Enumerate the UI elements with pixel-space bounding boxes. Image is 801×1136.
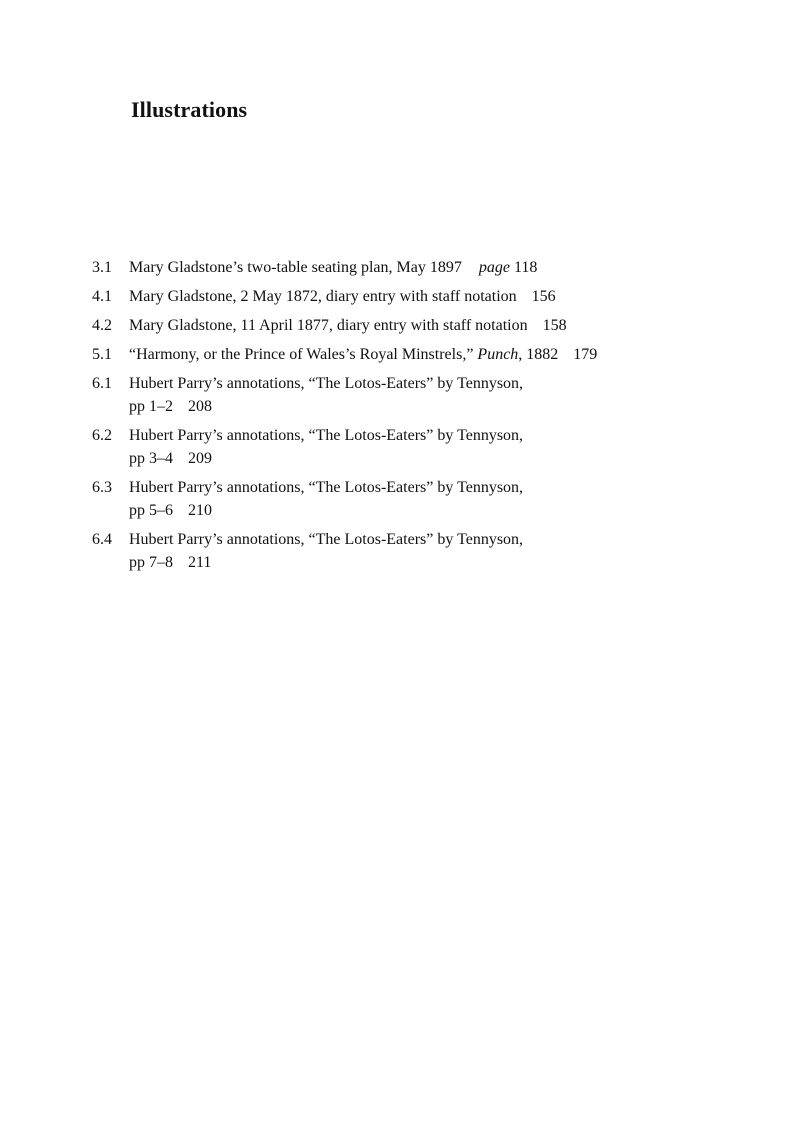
list-item bbox=[92, 285, 712, 308]
figure-caption bbox=[129, 256, 712, 279]
caption-text-after: , 1882 bbox=[518, 346, 559, 363]
page-number: 156 bbox=[531, 288, 556, 305]
page-title: Illustrations bbox=[131, 97, 248, 122]
list-item bbox=[92, 424, 712, 470]
page-number: 209 bbox=[188, 450, 212, 467]
page-label: page bbox=[478, 259, 510, 276]
caption-pages: pp 3–4 bbox=[129, 450, 173, 467]
caption-text: Mary Gladstone’s two-table seating plan, May 1897 bbox=[129, 259, 462, 276]
page-number: 211 bbox=[188, 554, 212, 571]
caption-text: Hubert Parry’s annotations, “The Lotos-Eaters” by Tennyson, bbox=[129, 427, 524, 444]
figure-number: 6.4 bbox=[92, 531, 112, 548]
figure-caption bbox=[129, 528, 712, 574]
page-number: 179 bbox=[573, 346, 598, 363]
caption-text: Hubert Parry’s annotations, “The Lotos-Eaters” by Tennyson, bbox=[129, 479, 524, 496]
caption-text: Hubert Parry’s annotations, “The Lotos-Eaters” by Tennyson, bbox=[129, 531, 524, 548]
caption-text: Mary Gladstone, 2 May 1872, diary entry with staff notation bbox=[129, 288, 517, 305]
caption-pages: pp 5–6 bbox=[129, 502, 173, 519]
figure-number: 4.1 bbox=[92, 288, 112, 305]
caption-pages: pp 7–8 bbox=[129, 554, 173, 571]
figure-number: 5.1 bbox=[92, 346, 112, 363]
list-item bbox=[92, 476, 712, 522]
page-number: 158 bbox=[542, 317, 567, 334]
page-number: 210 bbox=[188, 502, 212, 519]
list-item bbox=[92, 372, 712, 418]
list-item bbox=[92, 528, 712, 574]
figure-number: 6.3 bbox=[92, 479, 112, 496]
caption-text: Mary Gladstone, 11 April 1877, diary entry with staff notation bbox=[129, 317, 528, 334]
figure-number: 6.1 bbox=[92, 375, 112, 392]
caption-text: “Harmony, or the Prince of Wales’s Royal Minstrels,” bbox=[129, 346, 474, 363]
list-item bbox=[92, 343, 712, 366]
list-item bbox=[92, 314, 712, 337]
figure-number: 4.2 bbox=[92, 317, 112, 334]
page-number: 208 bbox=[188, 398, 212, 415]
caption-text: Hubert Parry’s annotations, “The Lotos-Eaters” by Tennyson, bbox=[129, 375, 524, 392]
figure-caption bbox=[129, 372, 712, 418]
figure-caption bbox=[129, 476, 712, 522]
figure-caption bbox=[129, 424, 712, 470]
figure-caption bbox=[129, 314, 712, 337]
figure-caption bbox=[129, 285, 712, 308]
figure-number: 6.2 bbox=[92, 427, 112, 444]
list-item bbox=[92, 256, 712, 279]
caption-italic-title: Punch bbox=[477, 346, 519, 363]
caption-pages: pp 1–2 bbox=[129, 398, 173, 415]
illustrations-list bbox=[92, 256, 712, 580]
page-number: 118 bbox=[513, 259, 538, 276]
figure-caption bbox=[129, 343, 712, 366]
figure-number: 3.1 bbox=[92, 259, 112, 276]
